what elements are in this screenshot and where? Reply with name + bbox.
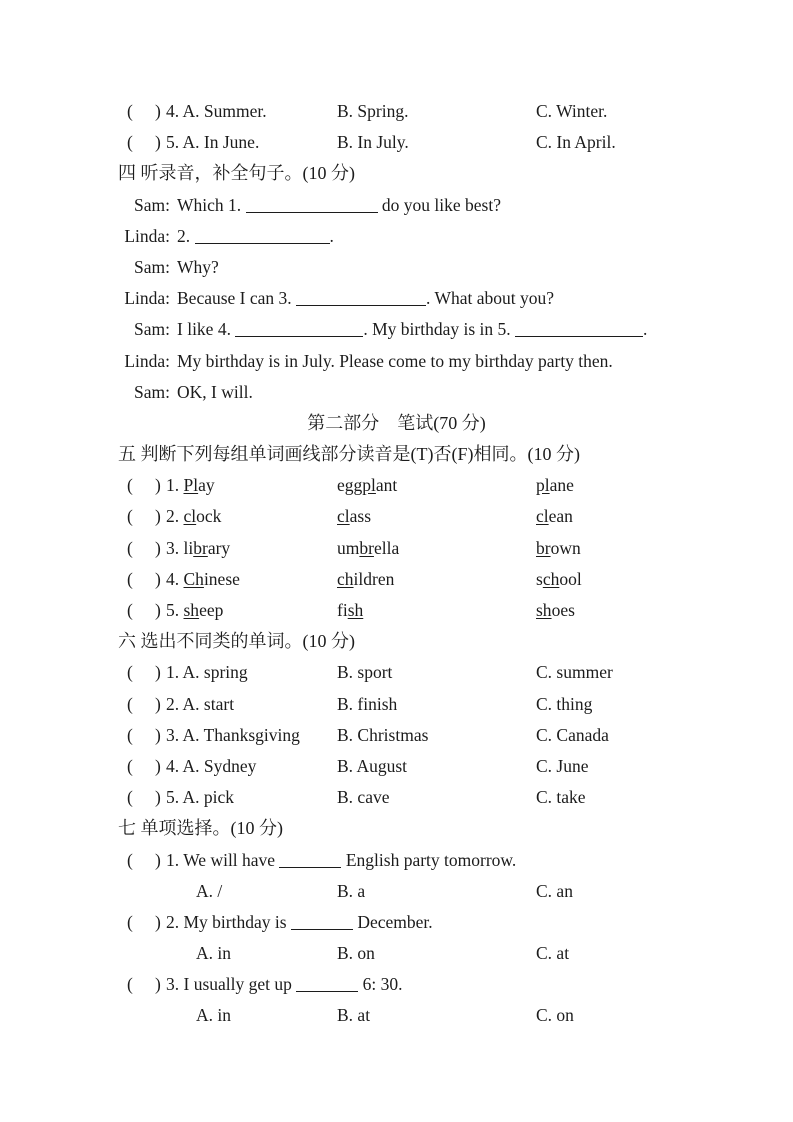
option-b: B. finish (337, 693, 398, 714)
word-3: brown (536, 537, 581, 558)
word-1: 2. clock (166, 506, 222, 527)
answer-paren-close: ) (155, 101, 161, 121)
section5-title-line (0, 439, 793, 470)
listening-option-row (0, 127, 793, 158)
underlined-letters: ch (337, 568, 354, 589)
option-a: 5. A. In June. (166, 132, 260, 153)
section7-title-line (0, 813, 793, 844)
section4-title: 四 听录音，补全句子。(10 分) (118, 163, 355, 184)
option-c: C. at (536, 943, 570, 964)
dialog-speaker: Sam: (134, 194, 170, 215)
word-1: 4. Chinese (166, 568, 240, 589)
underlined-letters: Ch (183, 568, 204, 589)
underlined-letters: cl (183, 506, 197, 527)
dialog-line (0, 346, 793, 377)
odd-one-out-row (0, 720, 793, 751)
answer-paren-open: ( (127, 662, 133, 683)
word-1: 5. sheep (166, 600, 224, 620)
answer-paren-open: ( (127, 849, 133, 870)
answer-blank (279, 855, 341, 868)
option-b: B. sport (337, 662, 393, 683)
dialog-text: 2. . (177, 225, 334, 246)
underlined-letters: br (536, 537, 551, 558)
option-c: C. take (536, 787, 586, 808)
dialog-text: I like 4. . My birthday is in 5. . (177, 319, 648, 340)
option-b: B. a (337, 880, 366, 901)
answer-paren-open: ( (127, 132, 133, 153)
section5-rows (0, 470, 793, 626)
dialog-speaker: Sam: (134, 381, 170, 402)
underlined-letters: Pl (183, 475, 199, 496)
mc-options-line (0, 938, 793, 969)
word-3: shoes (536, 600, 575, 620)
question-text: 1. We will have English party tomorrow. (166, 849, 517, 870)
option-c: C. Winter. (536, 101, 608, 121)
section4-title-line (0, 158, 793, 189)
exam-content (0, 96, 793, 1032)
dialog-line (0, 377, 793, 408)
dialog-line (0, 283, 793, 314)
section6-title-line (0, 626, 793, 657)
option-a: 3. A. Thanksgiving (166, 724, 300, 745)
option-b: B. at (337, 1005, 371, 1026)
option-c: C. an (536, 880, 573, 901)
word-3: plane (536, 475, 574, 496)
odd-one-out-row (0, 689, 793, 720)
answer-paren-close: ) (155, 506, 161, 527)
answer-blank (296, 293, 426, 306)
option-b: B. Spring. (337, 101, 409, 121)
question-text: 3. I usually get up 6: 30. (166, 974, 403, 995)
answer-blank (515, 324, 643, 337)
dialog-text: Because I can 3. . What about you? (177, 288, 555, 309)
underlined-letters: pl (536, 475, 550, 496)
answer-paren-close: ) (155, 849, 161, 870)
word-2: class (337, 506, 372, 527)
answer-paren-open: ( (127, 600, 133, 620)
word-2: umbrella (337, 537, 400, 558)
option-b: B. on (337, 943, 375, 964)
word-3: school (536, 568, 582, 589)
dialog-text: OK, I will. (177, 381, 253, 402)
listening-options (0, 96, 793, 158)
answer-paren-close: ) (155, 911, 161, 932)
part2-title: 第二部分 笔试(70 分) (307, 412, 486, 433)
dialog-text: Which 1. do you like best? (177, 194, 501, 215)
answer-paren-open: ( (127, 974, 133, 995)
answer-blank (235, 324, 363, 337)
pronunciation-row (0, 533, 793, 564)
dialog-speaker: Sam: (134, 256, 170, 277)
question-text: 2. My birthday is December. (166, 911, 433, 932)
answer-paren-close: ) (155, 537, 161, 558)
dialog-speaker: Linda: (124, 350, 170, 371)
answer-paren-open: ( (127, 568, 133, 589)
mc-question-line (0, 845, 793, 876)
answer-paren-close: ) (155, 600, 161, 620)
dialog-line (0, 314, 793, 345)
answer-blank (195, 231, 330, 244)
word-1: 3. library (166, 537, 231, 558)
option-a: 4. A. Sydney (166, 755, 257, 776)
answer-paren-close: ) (155, 662, 161, 683)
dialog-line (0, 190, 793, 221)
option-a: A. in (196, 1005, 231, 1026)
answer-paren-close: ) (155, 475, 161, 496)
option-a: 2. A. start (166, 693, 235, 714)
option-c: C. Canada (536, 724, 609, 745)
dialog-line (0, 221, 793, 252)
answer-blank (246, 200, 378, 213)
listening-option-row (0, 96, 793, 127)
underlined-letters: pl (362, 475, 376, 496)
mc-options-line (0, 1000, 793, 1031)
mc-question-line (0, 969, 793, 1000)
answer-paren-close: ) (155, 568, 161, 589)
option-a: 1. A. spring (166, 662, 248, 683)
section6-title: 六 选出不同类的单词。(10 分) (118, 631, 355, 652)
answer-paren-close: ) (155, 755, 161, 776)
option-a: A. / (196, 880, 223, 901)
option-a: A. in (196, 943, 231, 964)
pronunciation-row (0, 501, 793, 532)
listening-dialog (0, 190, 793, 408)
answer-paren-open: ( (127, 537, 133, 558)
section6-rows (0, 657, 793, 813)
underlined-letters: sh (183, 600, 200, 620)
option-b: B. August (337, 755, 408, 776)
word-2: fish (337, 600, 364, 620)
option-c: C. June (536, 755, 589, 776)
answer-paren-open: ( (127, 475, 133, 496)
pronunciation-row (0, 595, 793, 626)
dialog-text: Why? (177, 256, 219, 277)
underlined-letters: br (359, 537, 374, 558)
answer-paren-open: ( (127, 693, 133, 714)
option-c: C. In April. (536, 132, 616, 153)
section7-title: 七 单项选择。(10 分) (118, 818, 283, 839)
pronunciation-row (0, 564, 793, 595)
option-b: B. cave (337, 787, 390, 808)
odd-one-out-row (0, 657, 793, 688)
option-b: B. In July. (337, 132, 409, 153)
option-c: C. on (536, 1005, 574, 1026)
answer-paren-open: ( (127, 787, 133, 808)
answer-paren-close: ) (155, 974, 161, 995)
answer-paren-open: ( (127, 724, 133, 745)
mc-options-line (0, 876, 793, 907)
answer-paren-close: ) (155, 724, 161, 745)
word-2: eggplant (337, 475, 398, 496)
answer-paren-open: ( (127, 911, 133, 932)
answer-paren-open: ( (127, 506, 133, 527)
dialog-text: My birthday is in July. Please come to my birthday party then. (177, 350, 613, 371)
word-3: clean (536, 506, 573, 527)
dialog-speaker: Linda: (124, 288, 170, 309)
dialog-speaker: Linda: (124, 225, 170, 246)
underlined-letters: ch (542, 568, 560, 589)
underlined-letters: br (193, 537, 208, 558)
answer-paren-close: ) (155, 132, 161, 153)
option-a: 5. A. pick (166, 787, 235, 808)
word-2: children (337, 568, 395, 589)
answer-blank (291, 917, 353, 930)
answer-blank (296, 979, 358, 992)
pronunciation-row (0, 470, 793, 501)
option-b: B. Christmas (337, 724, 429, 745)
answer-paren-open: ( (127, 101, 133, 121)
answer-paren-close: ) (155, 693, 161, 714)
dialog-line (0, 252, 793, 283)
underlined-letters: cl (536, 506, 549, 527)
dialog-speaker: Sam: (134, 319, 170, 340)
option-c: C. thing (536, 693, 593, 714)
section5-title: 五 判断下列每组单词画线部分读音是(T)否(F)相同。(10 分) (118, 444, 580, 465)
option-c: C. summer (536, 662, 613, 683)
answer-paren-open: ( (127, 755, 133, 776)
section7-questions (0, 845, 793, 1032)
answer-paren-close: ) (155, 787, 161, 808)
underlined-letters: cl (337, 506, 350, 527)
part2-title-line (0, 408, 793, 439)
underlined-letters: sh (536, 600, 552, 620)
odd-one-out-row (0, 782, 793, 813)
mc-question-line (0, 907, 793, 938)
word-1: 1. Play (166, 475, 215, 496)
underlined-letters: sh (347, 600, 364, 620)
odd-one-out-row (0, 751, 793, 782)
option-a: 4. A. Summer. (166, 101, 267, 121)
